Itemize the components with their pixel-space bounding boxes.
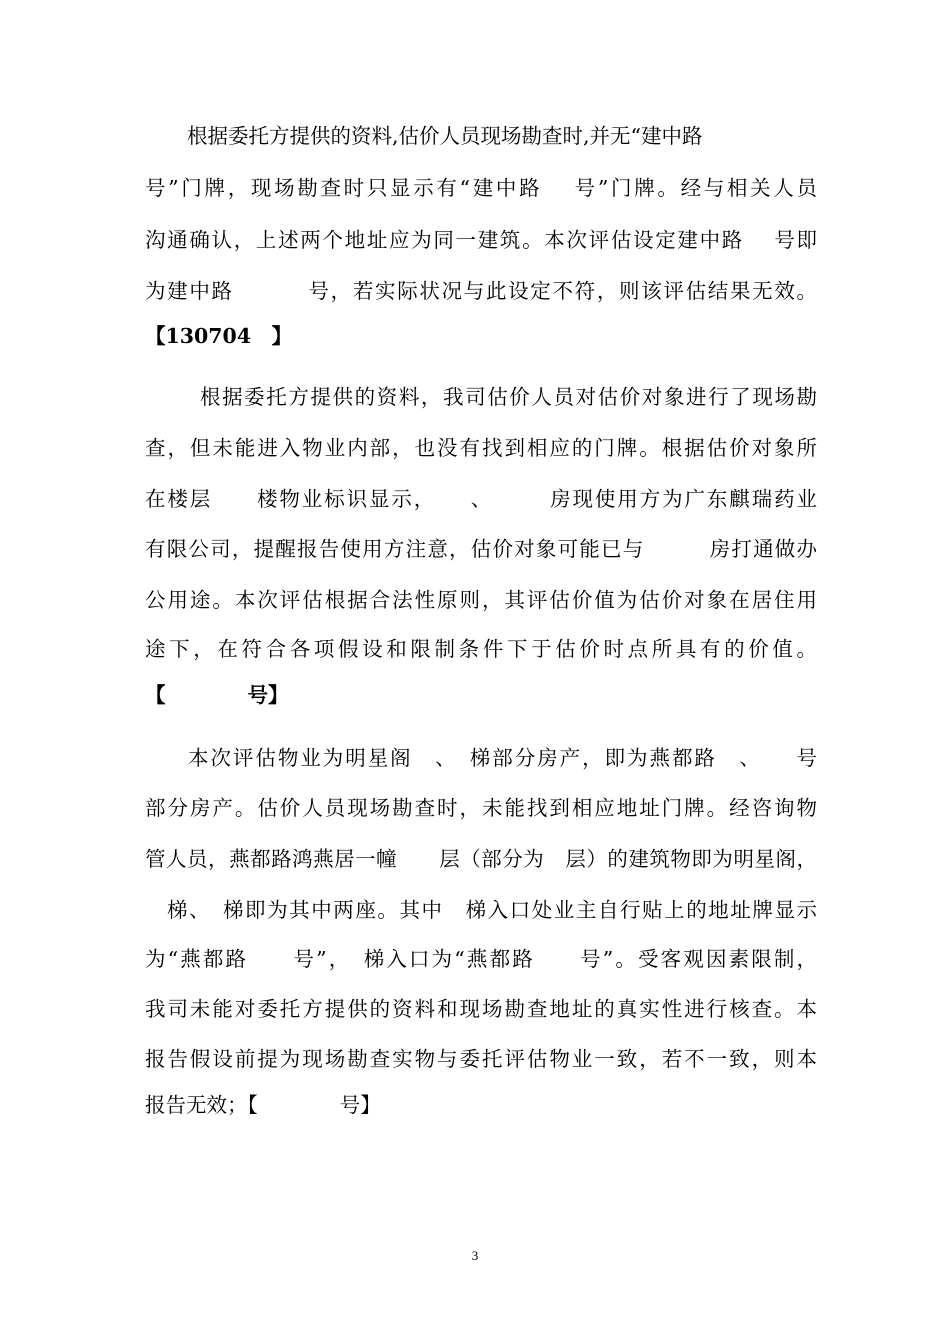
paragraph-line: 查，但未能进入物业内部，也没有找到相应的门牌。根据估价对象所 [145, 436, 817, 460]
paragraph-line: 管人员，燕都路鸿燕居一幢 层（部分为 层）的建筑物即为明星阁， [145, 847, 817, 871]
paragraph-line: 途下，在符合各项假设和限制条件下于估价时点所具有的价值。 [145, 637, 817, 661]
paragraph-line: 报告无效；【 号】 [145, 1093, 381, 1117]
paragraph-line: 在楼层 楼物业标识显示， 、 房现使用方为广东麒瑞药业 [145, 487, 817, 511]
paragraph-line: 根据委托方提供的资料,估价人员现场勘查时,并无“建中路 [187, 124, 703, 148]
paragraph-line: 根据委托方提供的资料，我司估价人员对估价对象进行了现场勘 [200, 385, 817, 409]
paragraph-line: 为“燕都路 号”， 梯入口为“燕都路 号”。受客观因素限制， [145, 947, 817, 971]
paragraph-line: 为建中路 号，若实际状况与此设定不符，则该评估结果无效。 [145, 279, 817, 303]
reference-number: 【130704 】 [145, 324, 293, 348]
paragraph-line: 号”门牌，现场勘查时只显示有“建中路 号”门牌。经与相关人员 [145, 176, 817, 200]
paragraph-line: 梯、 梯即为其中两座。其中 梯入口处业主自行贴上的地址牌显示 [145, 898, 817, 922]
reference-number: 【 号】 [145, 683, 289, 707]
paragraph-line: 我司未能对委托方提供的资料和现场勘查地址的真实性进行核查。本 [145, 997, 817, 1021]
paragraph-line: 报告假设前提为现场勘查实物与委托评估物业一致，若不一致，则本 [145, 1047, 817, 1071]
paragraph-line: 沟通确认，上述两个地址应为同一建筑。本次评估设定建中路 号即 [145, 228, 817, 252]
paragraph-line: 公用途。本次评估根据合法性原则，其评估价值为估价对象在居住用 [145, 588, 817, 612]
paragraph-line: 部分房产。估价人员现场勘查时，未能找到相应地址门牌。经咨询物 [145, 796, 817, 820]
paragraph-line: 有限公司，提醒报告使用方注意，估价对象可能已与 房打通做办 [145, 537, 817, 561]
page-number: 3 [471, 1248, 479, 1263]
paragraph-line: 本次评估物业为明星阁 、 梯部分房产，即为燕都路 、 号 [188, 746, 817, 770]
